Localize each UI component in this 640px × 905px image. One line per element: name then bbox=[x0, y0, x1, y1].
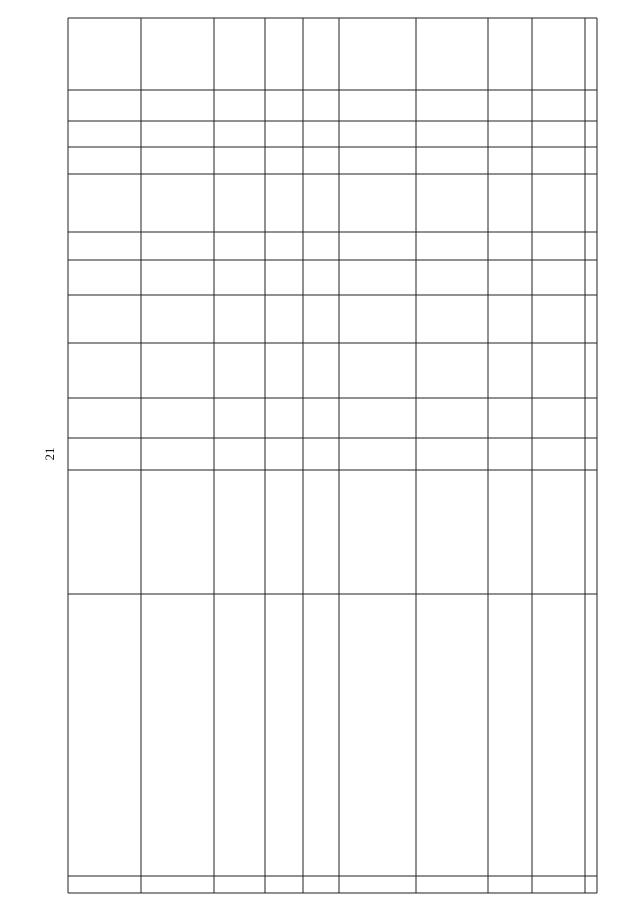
page-number: 21 bbox=[42, 447, 57, 461]
